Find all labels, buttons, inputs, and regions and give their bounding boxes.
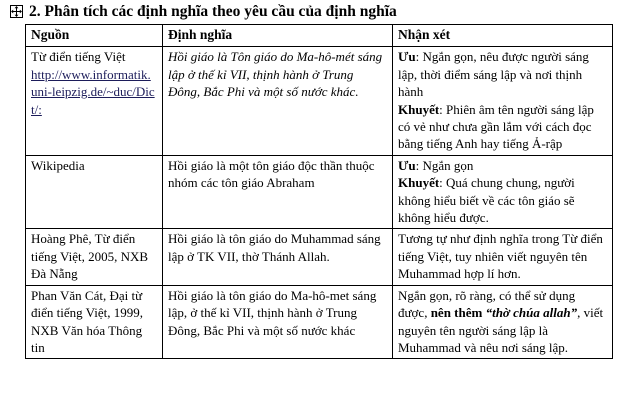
column-header-comment: Nhận xét (393, 25, 613, 47)
cell-source: Wikipedia (26, 155, 163, 229)
comment-con-label: Khuyết (398, 101, 440, 117)
comment-text-part2: , viết nguyên tên người sáng lập là Muhammad và nêu nơi sáng lập. (398, 305, 604, 355)
comment-pro-label: Ưu (398, 49, 416, 65)
comment-text-quoted: “thờ chúa allah” (482, 305, 578, 321)
comment-con (398, 101, 607, 153)
source-name: Từ điển tiếng Việt (31, 49, 126, 65)
cell-source (26, 47, 163, 155)
page-title: 2. Phân tích các định nghĩa theo yêu cầu của định nghĩa (29, 3, 397, 20)
table-row (26, 47, 613, 155)
column-header-definition: Định nghĩa (163, 25, 393, 47)
source-url-link[interactable]: http://www.informatik.uni-leipzig.de/~duc/Dict/: (31, 66, 155, 117)
cell-definition: Hồi giáo là một tôn giáo độc thần thuộc nhóm các tôn giáo Abraham (163, 155, 393, 229)
comment-pro (398, 48, 607, 100)
comment-pro-label: Ưu (398, 157, 416, 173)
comment-text-part1: Ngắn gọn, rõ ràng, có thể sử dụng được, (398, 287, 576, 321)
comment-con-text: : Phiên âm tên người sáng lập có vẻ như chưa gần lắm với cách đọc bằng tiếng Anh hay tiếng Ả-rập (398, 101, 594, 152)
comment-pro-text: : Ngắn gọn, nêu được người sáng lập, thời điểm sáng lập và nơi thịnh hành (398, 49, 589, 100)
cell-comment (393, 285, 613, 359)
table-row (26, 155, 613, 229)
analysis-table (25, 24, 613, 359)
source-url (31, 66, 157, 118)
comment-con-label: Khuyết (398, 175, 440, 191)
cell-source: Hoàng Phê, Từ điển tiếng Việt, 2005, NXB Đà Nẵng (26, 229, 163, 285)
cell-comment: Tương tự như định nghĩa trong Từ điển tiếng Việt, tuy nhiên viết nguyên tên Muhammad hợp lí hơn. (393, 229, 613, 285)
cell-definition: Hồi giáo là tôn giáo do Muhammad sáng lập ở TK VII, thờ Thánh Allah. (163, 229, 393, 285)
table-row (26, 285, 613, 359)
comment-con (398, 174, 607, 226)
table-header-row (26, 25, 613, 47)
comment-text-emphasis: nên thêm (430, 305, 483, 321)
comment-pro-text: : Ngắn gọn (415, 157, 474, 173)
table-move-handle-icon[interactable] (10, 5, 23, 18)
cell-comment (393, 47, 613, 155)
comment-pro (398, 157, 607, 174)
cell-definition: Hồi giáo là Tôn giáo do Ma-hô-mét sáng lập ở thế kỉ VII, thịnh hành ở Trung Đông, Bắc Phi và một số nước khác. (163, 47, 393, 155)
document-heading-row (0, 2, 624, 24)
comment-con-text: : Quá chung chung, người không hiểu biết về các tôn giáo sẽ không hiểu được. (398, 175, 575, 226)
cell-comment (393, 155, 613, 229)
cell-source: Phan Văn Cát, Đại từ điển tiếng Việt, 1999, NXB Văn hóa Thông tin (26, 285, 163, 359)
table-row (26, 229, 613, 285)
column-header-source: Nguồn (26, 25, 163, 47)
cell-definition: Hồi giáo là tôn giáo do Ma-hô-met sáng lập, ở thế kỉ VII, thịnh hành ở Trung Đông, Bắc Phi và một số nước khác (163, 285, 393, 359)
